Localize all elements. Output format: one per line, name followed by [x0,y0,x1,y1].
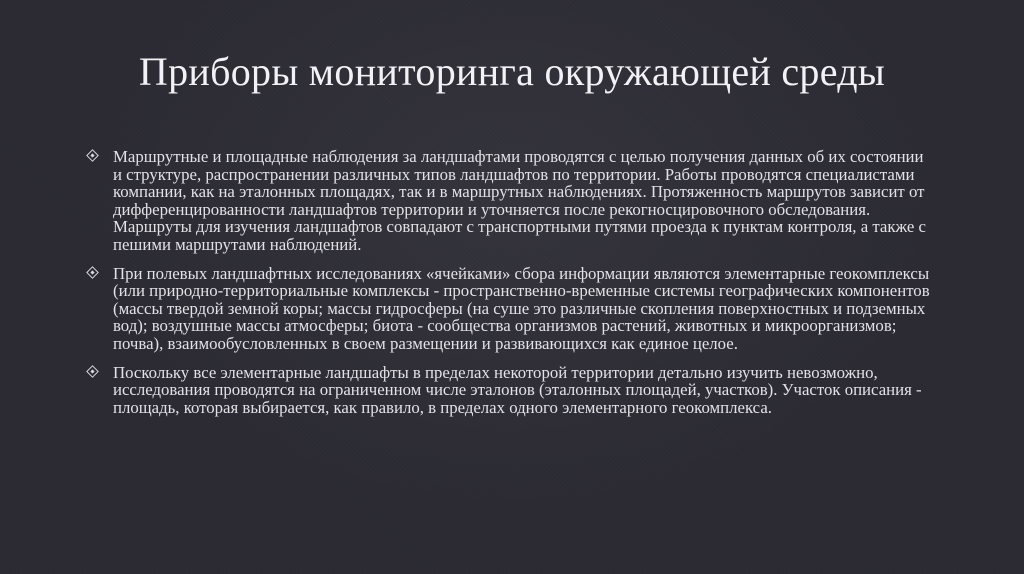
list-item [88,148,930,254]
list-item [88,265,930,353]
bullet-text: Поскольку все элементарные ландшафты в пределах некоторой территории детально изучить невозможно, исследования проводятся на ограниченном числе эталонов (эталонных площадей, участков). Участок описания - площадь, которая выбирается, как правило, в пределах одного элементарного геокомплекса. [113,362,922,417]
diamond-bullet-icon [86,149,99,162]
slide-title: Приборы мониторинга окружающей среды [138,49,886,94]
bullet-text: При полевых ландшафтных исследованиях «ячейками» сбора информации являются элементарные геокомплексы (или природно-территориальные комплексы - пространственно-временные системы географических компонентов (массы твердой земной коры; массы гидросферы (на суше это различные скопления поверхностных и подземных вод); воздушные массы атмосферы; биота - сообщества организмов растений, животных и микроорганизмов; почва), взаимообусловленных в своем размещении и развивающихся как единое целое. [113,263,930,353]
bullet-text: Маршрутные и площадные наблюдения за ландшафтами проводятся с целью получения данных об их состоянии и структуре, распространении различных типов ландшафтов по территории. Работы проводятся специалистами компании, как на эталонных площадях, так и в маршрутных наблюдениях. Протяженность маршрутов зависит от дифференцированности ландшафтов территории и уточняется после рекогносцировочного обследования. Маршруты для изучения ландшафтов совпадают с транспортными путями проезда к пунктам контроля, а также с пешими маршрутами наблюдений. [113,147,926,254]
diamond-bullet-icon [86,365,99,378]
bullet-list [88,148,930,427]
diamond-bullet-icon [86,266,99,279]
list-item [88,364,930,417]
